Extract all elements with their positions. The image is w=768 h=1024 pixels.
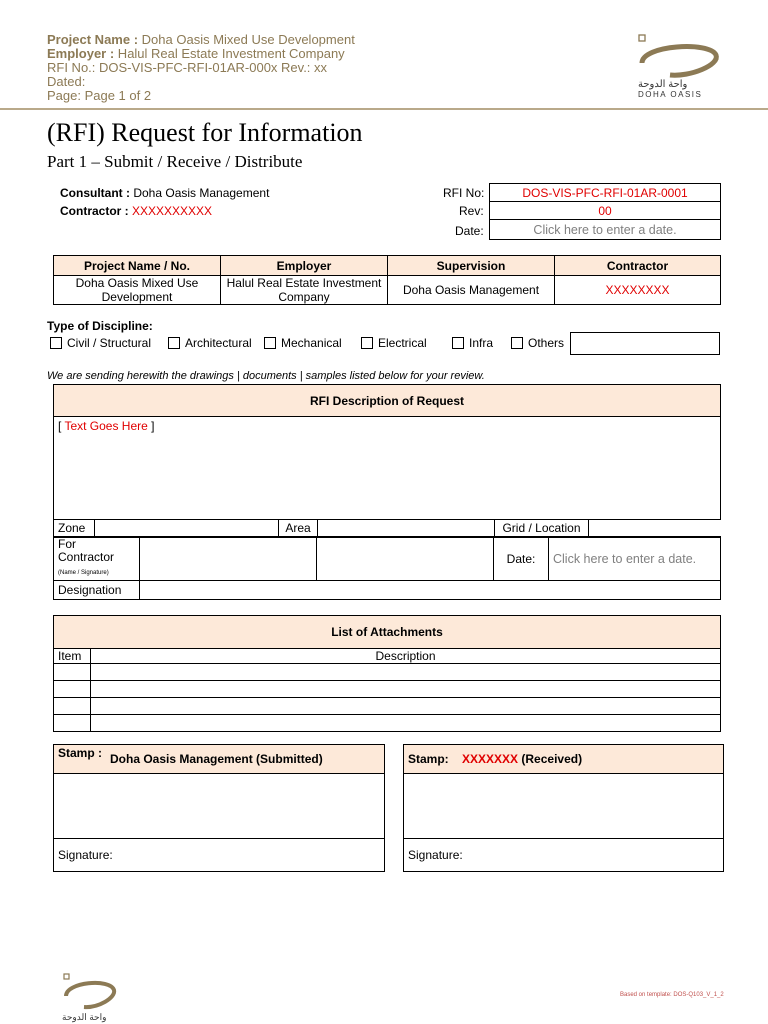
footer-logo-arabic: واحة الدوحة	[62, 1012, 107, 1022]
date-label: Date:	[455, 224, 484, 238]
page-subtitle: Part 1 – Submit / Receive / Distribute	[47, 152, 303, 171]
footer-logo	[58, 972, 128, 1022]
dated-line: Dated:	[47, 74, 86, 89]
employer-value: Halul Real Estate Investment Company	[114, 46, 345, 61]
designation-label: Designation	[54, 581, 140, 600]
stamp-left-label: Stamp :	[54, 745, 107, 774]
stamp-submitted-table	[53, 744, 385, 872]
designation-field[interactable]	[140, 581, 721, 600]
area-field[interactable]	[318, 520, 495, 537]
attachments-header: List of Attachments	[54, 616, 721, 649]
checkbox-others[interactable]: Others	[511, 336, 564, 350]
template-note: Based on template: DOS-Q103_V_1_2	[620, 992, 724, 998]
rev-field[interactable]: 00	[490, 202, 721, 220]
employer-label: Employer :	[47, 46, 115, 61]
description-placeholder: Text Goes Here	[64, 419, 148, 433]
contractor-label: Contractor :	[60, 204, 129, 218]
oasis-ring-icon	[630, 33, 725, 81]
description-table	[53, 384, 721, 537]
stamp-received-table	[403, 744, 724, 872]
col-project: Project Name / No.	[54, 256, 221, 276]
checkbox-civil[interactable]: Civil / Structural	[50, 336, 151, 350]
doha-oasis-logo	[630, 33, 725, 103]
description-header: RFI Description of Request	[54, 385, 721, 417]
header-rule	[0, 108, 768, 110]
area-label: Area	[279, 520, 318, 537]
page-line: Page: Page 1 of 2	[47, 88, 152, 103]
grid-field[interactable]	[589, 520, 721, 537]
project-cell: Doha Oasis Mixed Use Development	[54, 276, 221, 305]
stamp-right-value: XXXXXXX	[462, 752, 519, 766]
attachments-table	[53, 615, 721, 732]
zone-field[interactable]	[95, 520, 279, 537]
stamp-left-value: Doha Oasis Management (Submitted)	[106, 745, 385, 774]
rfi-no-label: RFI No:	[443, 186, 485, 200]
attachment-row	[54, 715, 721, 732]
col-employer: Employer	[221, 256, 388, 276]
employer-cell: Halul Real Estate Investment Company	[221, 276, 388, 305]
project-value: Doha Oasis Mixed Use Development	[138, 32, 355, 47]
supervision-cell: Doha Oasis Management	[388, 276, 555, 305]
checkbox-electrical[interactable]: Electrical	[361, 336, 427, 350]
stamp-left-signature[interactable]: Signature:	[54, 839, 385, 872]
stamp-right-header	[404, 745, 724, 774]
description-col-header: Description	[91, 649, 721, 664]
page-title: (RFI) Request for Information	[47, 118, 363, 147]
checkbox-mechanical[interactable]: Mechanical	[264, 336, 342, 350]
consultant-line	[60, 186, 269, 200]
date-picker-field[interactable]: Click here to enter a date.	[490, 220, 721, 240]
oasis-ring-icon	[58, 972, 120, 1012]
col-supervision: Supervision	[388, 256, 555, 276]
checkbox-infra[interactable]: Infra	[452, 336, 493, 350]
contractor-cell: XXXXXXXX	[555, 276, 721, 305]
sending-note: We are sending herewith the drawings | documents | samples listed below for your review.	[47, 370, 485, 382]
name-signature-hint: (Name / Signature)	[58, 570, 109, 576]
rfi-no-field[interactable]: DOS-VIS-PFC-RFI-01AR-0001	[490, 184, 721, 202]
contractor-line	[60, 204, 212, 218]
contractor-date-label: Date:	[494, 538, 549, 581]
attachment-row	[54, 698, 721, 715]
contractor-signature-field[interactable]	[317, 538, 494, 581]
zone-label: Zone	[54, 520, 95, 537]
contractor-name-field[interactable]	[140, 538, 317, 581]
col-contractor: Contractor	[555, 256, 721, 276]
contractor-value: XXXXXXXXXX	[128, 204, 213, 218]
stamp-right-area[interactable]	[404, 774, 724, 839]
logo-english: DOHA OASIS	[638, 90, 703, 99]
project-label: Project Name :	[47, 32, 139, 47]
consultant-label: Consultant :	[60, 186, 130, 200]
others-input[interactable]	[570, 332, 720, 355]
attachment-row	[54, 681, 721, 698]
rfi-line: RFI No.: DOS-VIS-PFC-RFI-01AR-000x Rev.: xx	[47, 60, 328, 75]
parties-table	[53, 255, 721, 305]
checkbox-architectural[interactable]: Architectural	[168, 336, 252, 350]
stamp-right-signature[interactable]: Signature:	[404, 839, 724, 872]
stamp-right-label: Stamp:	[408, 752, 449, 766]
stamp-right-suffix: (Received)	[518, 752, 583, 766]
consultant-value: Doha Oasis Management	[130, 186, 270, 200]
discipline-label: Type of Discipline:	[47, 319, 153, 333]
document-header	[47, 33, 355, 103]
contractor-date-picker[interactable]: Click here to enter a date.	[549, 538, 721, 581]
rfi-info-table	[489, 183, 721, 240]
stamp-left-area[interactable]	[54, 774, 385, 839]
description-text-area[interactable]: [ Text Goes Here ]	[54, 417, 721, 520]
grid-label: Grid / Location	[495, 520, 589, 537]
for-contractor-label: For Contractor (Name / Signature)	[54, 538, 140, 581]
logo-arabic: واحة الدوحة	[638, 79, 688, 90]
attachment-row	[54, 664, 721, 681]
item-col-header: Item	[54, 649, 91, 664]
rev-label: Rev:	[459, 204, 484, 218]
contractor-sign-table	[53, 537, 721, 600]
